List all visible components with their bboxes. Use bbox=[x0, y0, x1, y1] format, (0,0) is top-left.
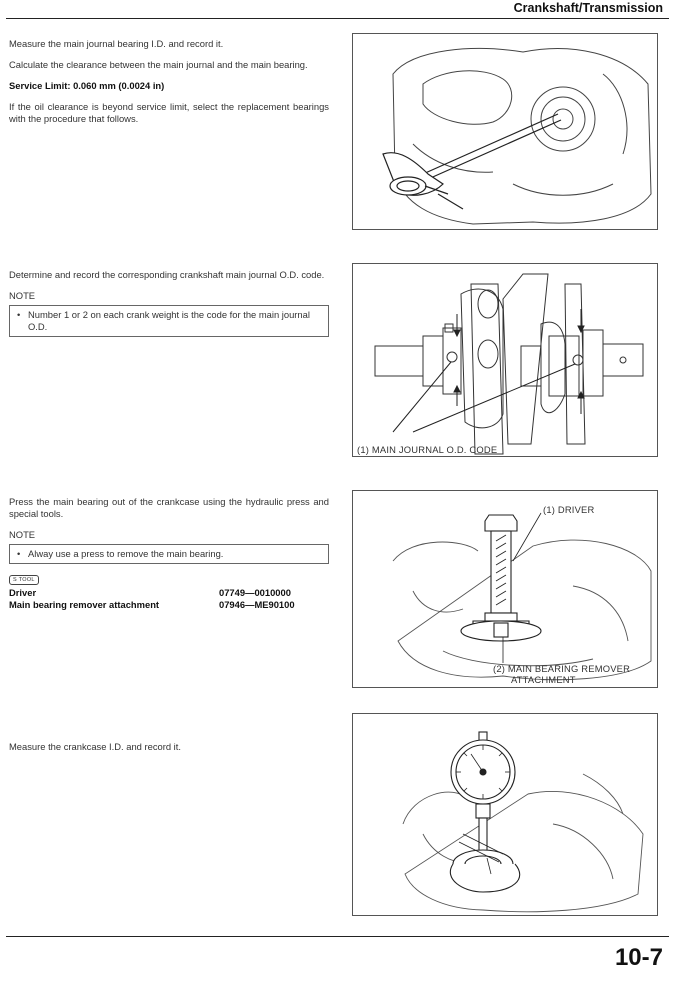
crankshaft-illustration bbox=[353, 264, 658, 457]
figure-dial-gauge-crankcase bbox=[352, 713, 658, 916]
bore-gauge-illustration bbox=[353, 34, 658, 230]
section-1-text bbox=[9, 38, 329, 134]
section-2-paragraph: Determine and record the corresponding crankshaft main journal O.D. code. bbox=[9, 269, 325, 280]
section-1-paragraph-1: Measure the main journal bearing I.D. and record it. bbox=[9, 38, 224, 49]
figure-driver-attachment bbox=[352, 490, 658, 688]
tool-row bbox=[9, 599, 329, 611]
tool-number: 07946—ME90100 bbox=[219, 599, 295, 610]
note-box bbox=[9, 305, 329, 337]
section-2-text bbox=[9, 269, 329, 337]
figure-label-remover-line2: ATTACHMENT bbox=[511, 674, 576, 685]
figure-caption-od-code: (1) MAIN JOURNAL O.D. CODE bbox=[357, 444, 498, 455]
note-label: NOTE bbox=[9, 529, 36, 540]
tool-row bbox=[9, 587, 329, 599]
figure-crankshaft-od-code bbox=[352, 263, 658, 457]
footer-rule bbox=[6, 936, 669, 937]
page-header-title: Crankshaft/Transmission bbox=[513, 1, 663, 15]
section-3-text bbox=[9, 496, 329, 611]
tool-number: 07749—0010000 bbox=[219, 587, 291, 598]
figure-label-driver: (1) DRIVER bbox=[543, 504, 595, 515]
tool-name: Driver bbox=[9, 587, 37, 598]
driver-illustration bbox=[353, 491, 658, 688]
figure-bore-gauge-journal bbox=[352, 33, 658, 230]
header-rule bbox=[6, 18, 669, 19]
tool-name: Main bearing remover attachment bbox=[9, 599, 160, 610]
note-label: NOTE bbox=[9, 290, 36, 301]
figure-label-remover-line1: (2) MAIN BEARING REMOVER bbox=[493, 663, 631, 674]
special-tool-badge: S TOOL bbox=[9, 575, 39, 585]
note-text: Number 1 or 2 on each crank weight is the code for the main journal O.D. bbox=[28, 309, 310, 332]
section-1-paragraph-3: If the oil clearance is beyond service limit, select the replacement bearings with the procedure that follows. bbox=[9, 101, 329, 124]
page-number: 10-7 bbox=[614, 944, 663, 971]
note-text: Alway use a press to remove the main bearing. bbox=[28, 548, 224, 559]
section-3-paragraph: Press the main bearing out of the crankcase using the hydraulic press and special tools. bbox=[9, 496, 329, 519]
section-4-paragraph: Measure the crankcase I.D. and record it. bbox=[9, 741, 181, 752]
service-limit: Service Limit: 0.060 mm (0.0024 in) bbox=[9, 80, 165, 91]
bullet: • bbox=[17, 309, 21, 320]
bullet: • bbox=[17, 548, 21, 559]
dial-gauge-illustration bbox=[353, 714, 658, 916]
section-1-paragraph-2: Calculate the clearance between the main journal and the main bearing. bbox=[9, 59, 308, 70]
section-4-text bbox=[9, 741, 329, 762]
note-box bbox=[9, 544, 329, 564]
